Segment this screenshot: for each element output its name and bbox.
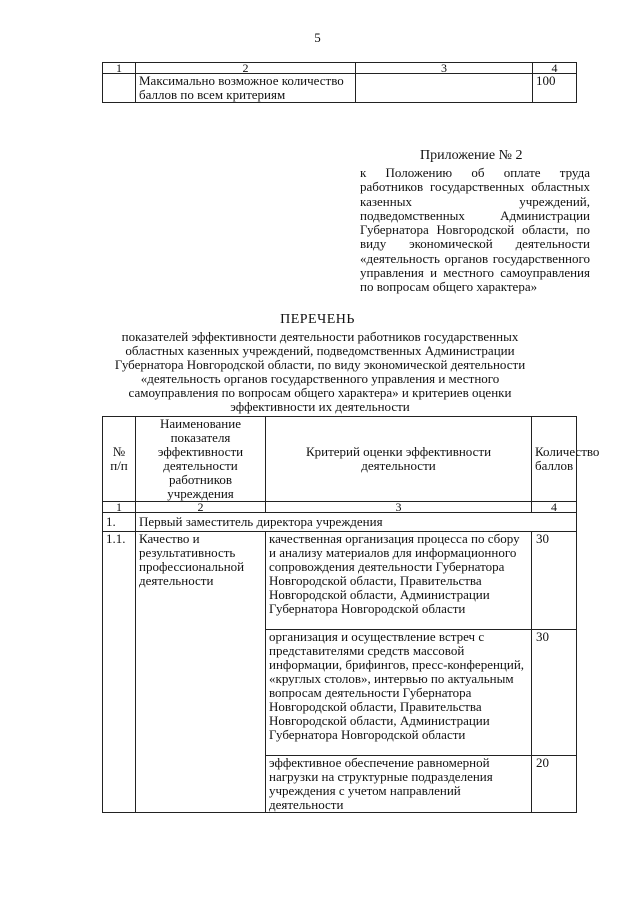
table-header-row — [103, 417, 577, 502]
table-row — [103, 532, 577, 630]
document-subheading: показателей эффективности деятельности работников государственных областных казенных учреждений, подведомственных Администрации Губернатора Новгородской области, по виду экономической деятельности «деятельность органов государственного управления и местного самоуправления по вопросам общего характера» и критериев оценки эффективности их деятельности — [114, 329, 526, 414]
header-criterion: Критерий оценки эффективности деятельности — [266, 417, 532, 502]
item-num: 1.1. — [103, 532, 136, 813]
column-number: 4 — [532, 502, 577, 513]
column-number: 1 — [103, 502, 136, 513]
column-number: 1 — [103, 63, 136, 74]
criterion-score: 30 — [532, 532, 577, 630]
column-number: 2 — [136, 63, 356, 74]
criterion-score: 30 — [532, 630, 577, 756]
header-num: № п/п — [103, 417, 136, 502]
header-indicator: Наименование показателя эффективности деятельности работников учреждения — [136, 417, 266, 502]
column-number: 2 — [136, 502, 266, 513]
page-number: 5 — [314, 30, 321, 45]
indicators-table — [102, 416, 600, 813]
item-indicator: Качество и результативность профессиональной деятельности — [136, 532, 266, 813]
appendix-text: к Положению об оплате труда работников государственных областных казенных учреждений, подведомственных Администрации Губернатора Новгородской области, по виду экономической деятельности «деятельность органов государственного управления и местного самоуправления по вопросам общего характера» — [360, 165, 590, 295]
column-number-row — [103, 63, 577, 74]
criterion-text: организация и осуществление встреч с представителями средств массовой информации, брифингов, пресс-конференций, «круглых столов», интервью по актуальным вопросам деятельности Губернатора Новгородской области, Правительства Новгородской области, Администрации Губернатора Новгородской области — [266, 630, 532, 756]
criterion-score: 20 — [532, 756, 577, 813]
column-number: 4 — [533, 63, 577, 74]
max-score-label: Максимально возможное количество баллов по всем критериям — [136, 74, 356, 103]
section-title: Первый заместитель директора учреждения — [136, 513, 577, 532]
column-number: 3 — [266, 502, 532, 513]
column-number-row — [103, 502, 577, 513]
column-number: 3 — [356, 63, 533, 74]
table-row — [103, 74, 577, 103]
criterion-text: качественная организация процесса по сбору и анализу материалов для информационного сопровождения деятельности Губернатора Новгородской области, Правительства Новгородской области, Администрации Губернатора Новгородской области — [266, 532, 532, 630]
section-row — [103, 513, 577, 532]
document-heading: ПЕРЕЧЕНЬ — [280, 312, 355, 327]
header-score: Количество баллов — [532, 417, 577, 502]
criterion-text: эффективное обеспечение равномерной нагрузки на структурные подразделения учреждения с учетом направлений деятельности — [266, 756, 532, 813]
top-table — [102, 62, 577, 103]
section-num: 1. — [103, 513, 136, 532]
max-score-value: 100 — [533, 74, 577, 103]
appendix-title: Приложение № 2 — [420, 148, 523, 163]
